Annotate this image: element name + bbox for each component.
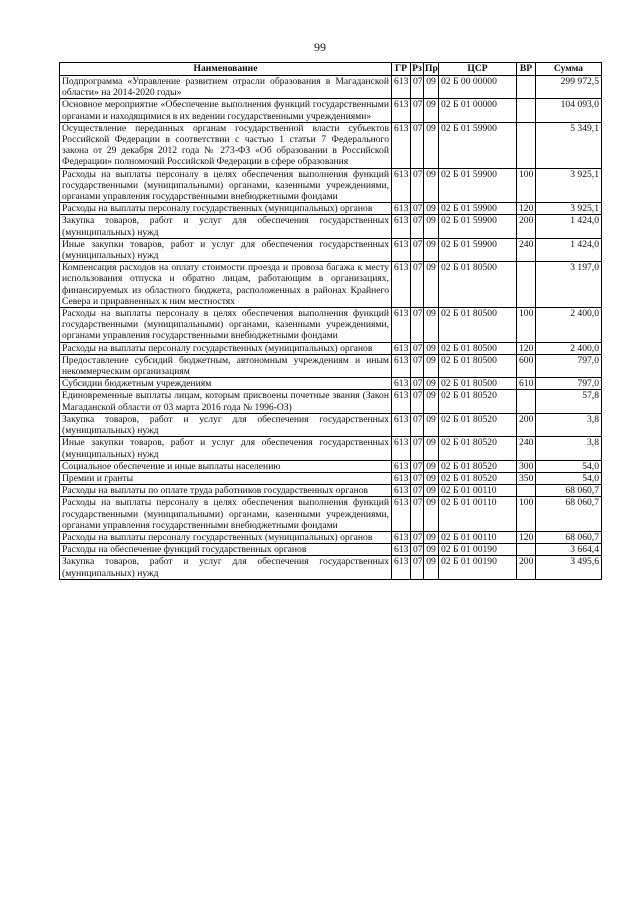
- cell-sum: 3 664,4: [536, 544, 602, 556]
- cell-pr: 09: [424, 390, 439, 413]
- cell-name: Субсидии бюджетным учреждениям: [60, 378, 392, 390]
- cell-rz: 07: [411, 556, 424, 579]
- cell-csr: 02 Б 01 59900: [439, 168, 517, 203]
- cell-vr: [517, 76, 536, 99]
- cell-vr: [517, 390, 536, 413]
- cell-rz: 07: [411, 215, 424, 238]
- cell-csr: 02 Б 01 80500: [439, 308, 517, 343]
- cell-csr: 02 Б 01 80500: [439, 262, 517, 308]
- cell-vr: 100: [517, 168, 536, 203]
- cell-sum: 104 093,0: [536, 99, 602, 122]
- cell-rz: 07: [411, 544, 424, 556]
- cell-csr: 02 Б 01 80500: [439, 354, 517, 377]
- cell-name: Расходы на выплаты по оплате труда работников государственных органов: [60, 485, 392, 497]
- table-row: [60, 378, 602, 390]
- cell-rz: 07: [411, 437, 424, 460]
- cell-pr: 09: [424, 472, 439, 484]
- cell-sum: 797,0: [536, 354, 602, 377]
- cell-sum: 3 197,0: [536, 262, 602, 308]
- cell-vr: [517, 485, 536, 497]
- cell-pr: 09: [424, 262, 439, 308]
- cell-name: Расходы на выплаты персоналу в целях обеспечения выполнения функций государственными (муниципальными) органами, казенными учреждениями, органами управления государственными внебюджетными фондами: [60, 168, 392, 203]
- table-row: [60, 168, 602, 203]
- cell-csr: 02 Б 01 59900: [439, 122, 517, 168]
- header-vr: ВР: [517, 63, 536, 76]
- table-row: [60, 99, 602, 122]
- cell-gr: 613: [392, 308, 411, 343]
- cell-vr: 300: [517, 460, 536, 472]
- cell-gr: 613: [392, 76, 411, 99]
- cell-csr: 02 Б 01 80520: [439, 460, 517, 472]
- cell-csr: 02 Б 01 80520: [439, 472, 517, 484]
- cell-vr: 120: [517, 531, 536, 543]
- cell-sum: 2 400,0: [536, 308, 602, 343]
- cell-csr: 02 Б 01 00000: [439, 99, 517, 122]
- cell-csr: 02 Б 01 00110: [439, 531, 517, 543]
- cell-gr: 613: [392, 485, 411, 497]
- cell-gr: 613: [392, 413, 411, 436]
- cell-vr: 240: [517, 238, 536, 261]
- cell-csr: 02 Б 01 00110: [439, 497, 517, 532]
- cell-name: Компенсация расходов на оплату стоимости проезда и провоза багажа к месту использования отпуска и обратно лицам, работающим в организациях, финансируемых из областного бюджета, расположенных в районах Крайнего Севера и приравненных к ним местностях: [60, 262, 392, 308]
- cell-vr: [517, 122, 536, 168]
- table-row: [60, 342, 602, 354]
- cell-rz: 07: [411, 472, 424, 484]
- cell-pr: 09: [424, 485, 439, 497]
- header-name: Наименование: [60, 63, 392, 76]
- table-row: [60, 544, 602, 556]
- cell-gr: 613: [392, 354, 411, 377]
- cell-vr: 350: [517, 472, 536, 484]
- cell-rz: 07: [411, 485, 424, 497]
- cell-sum: 3 925,1: [536, 203, 602, 215]
- cell-sum: 68 060,7: [536, 485, 602, 497]
- table-row: [60, 556, 602, 579]
- cell-pr: 09: [424, 556, 439, 579]
- cell-name: Расходы на обеспечение функций государственных органов: [60, 544, 392, 556]
- cell-vr: 100: [517, 308, 536, 343]
- header-gr: ГР: [392, 63, 411, 76]
- cell-rz: 07: [411, 122, 424, 168]
- cell-name: Предоставление субсидий бюджетным, автономным учреждениям и иным некоммерческим организациям: [60, 354, 392, 377]
- cell-name: Основное мероприятие «Обеспечение выполнения функций государственными органами и находящимися в их ведении государственными учреждениями»: [60, 99, 392, 122]
- cell-pr: 09: [424, 413, 439, 436]
- cell-gr: 613: [392, 556, 411, 579]
- cell-sum: 299 972,5: [536, 76, 602, 99]
- table-row: [60, 531, 602, 543]
- table-row: [60, 437, 602, 460]
- cell-name: Расходы на выплаты персоналу в целях обеспечения выполнения функций государственными (муниципальными) органами, казенными учреждениями, органами управления государственными внебюджетными фондами: [60, 308, 392, 343]
- cell-sum: 54,0: [536, 460, 602, 472]
- cell-rz: 07: [411, 531, 424, 543]
- cell-name: Закупка товаров, работ и услуг для обеспечения государственных (муниципальных) нужд: [60, 215, 392, 238]
- cell-gr: 613: [392, 238, 411, 261]
- cell-pr: 09: [424, 76, 439, 99]
- cell-gr: 613: [392, 99, 411, 122]
- cell-name: Осуществление переданных органам государственной власти субъектов Российской Федерации в соответствии с частью 1 статьи 7 Федерального закона от 29 декабря 2012 года № 273-ФЗ «Об образовании в Российской Федерации» полномочий Российской Федерации в сфере образования: [60, 122, 392, 168]
- header-rz: Рз: [412, 63, 422, 74]
- header-sum: Сумма: [536, 63, 602, 76]
- cell-sum: 2 400,0: [536, 342, 602, 354]
- cell-name: Премии и гранты: [60, 472, 392, 484]
- cell-csr: 02 Б 01 80520: [439, 413, 517, 436]
- cell-name: Расходы на выплаты персоналу в целях обеспечения выполнения функций государственными (муниципальными) органами, казенными учреждениями, органами управления государственными внебюджетными фондами: [60, 497, 392, 532]
- cell-csr: 02 Б 00 00000: [439, 76, 517, 99]
- cell-csr: 02 Б 01 80500: [439, 378, 517, 390]
- cell-rz: 07: [411, 168, 424, 203]
- cell-rz: 07: [411, 238, 424, 261]
- cell-pr: 09: [424, 531, 439, 543]
- cell-gr: 613: [392, 342, 411, 354]
- table-row: [60, 238, 602, 261]
- cell-pr: 09: [424, 168, 439, 203]
- page-number: 99: [314, 40, 326, 54]
- cell-vr: [517, 544, 536, 556]
- cell-rz: 07: [411, 99, 424, 122]
- cell-name: Расходы на выплаты персоналу государственных (муниципальных) органов: [60, 342, 392, 354]
- cell-csr: 02 Б 01 80520: [439, 390, 517, 413]
- cell-sum: 68 060,7: [536, 497, 602, 532]
- table-row: [60, 354, 602, 377]
- cell-gr: 613: [392, 122, 411, 168]
- cell-gr: 613: [392, 472, 411, 484]
- cell-rz: 07: [411, 203, 424, 215]
- cell-csr: 02 Б 01 80500: [439, 342, 517, 354]
- cell-name: Единовременные выплаты лицам, которым присвоены почетные звания (Закон Магаданской области от 03 марта 2016 года № 1996-ОЗ): [60, 390, 392, 413]
- table-body: [60, 76, 602, 580]
- cell-pr: 09: [424, 354, 439, 377]
- cell-pr: 09: [424, 342, 439, 354]
- cell-rz: 07: [411, 76, 424, 99]
- cell-sum: 54,0: [536, 472, 602, 484]
- cell-sum: 797,0: [536, 378, 602, 390]
- cell-rz: 07: [411, 308, 424, 343]
- cell-sum: 57,8: [536, 390, 602, 413]
- cell-pr: 09: [424, 203, 439, 215]
- cell-sum: 3,8: [536, 437, 602, 460]
- table-row: [60, 390, 602, 413]
- cell-vr: 200: [517, 556, 536, 579]
- cell-csr: 02 Б 01 80520: [439, 437, 517, 460]
- cell-vr: 100: [517, 497, 536, 532]
- cell-vr: 120: [517, 203, 536, 215]
- table-row: [60, 262, 602, 308]
- cell-rz: 07: [411, 413, 424, 436]
- cell-pr: 09: [424, 308, 439, 343]
- cell-vr: [517, 262, 536, 308]
- cell-gr: 613: [392, 497, 411, 532]
- cell-rz: 07: [411, 354, 424, 377]
- cell-gr: 613: [392, 390, 411, 413]
- table-row: [60, 203, 602, 215]
- cell-csr: 02 Б 01 59900: [439, 238, 517, 261]
- cell-name: Иные закупки товаров, работ и услуг для обеспечения государственных (муниципальных) нужд: [60, 437, 392, 460]
- cell-gr: 613: [392, 378, 411, 390]
- table-row: [60, 413, 602, 436]
- cell-sum: 68 060,7: [536, 531, 602, 543]
- cell-gr: 613: [392, 437, 411, 460]
- cell-pr: 09: [424, 460, 439, 472]
- cell-rz: 07: [411, 378, 424, 390]
- cell-csr: 02 Б 01 59900: [439, 215, 517, 238]
- cell-sum: 1 424,0: [536, 238, 602, 261]
- table-row: [60, 76, 602, 99]
- table-row: [60, 497, 602, 532]
- cell-pr: 09: [424, 238, 439, 261]
- cell-name: Социальное обеспечение и иные выплаты населению: [60, 460, 392, 472]
- cell-gr: 613: [392, 215, 411, 238]
- cell-rz: 07: [411, 342, 424, 354]
- cell-csr: 02 Б 01 00110: [439, 485, 517, 497]
- cell-vr: 200: [517, 413, 536, 436]
- cell-gr: 613: [392, 168, 411, 203]
- cell-pr: 09: [424, 378, 439, 390]
- cell-vr: 240: [517, 437, 536, 460]
- cell-gr: 613: [392, 544, 411, 556]
- cell-gr: 613: [392, 531, 411, 543]
- cell-pr: 09: [424, 497, 439, 532]
- table-row: [60, 308, 602, 343]
- cell-vr: 200: [517, 215, 536, 238]
- header-pr: Пр: [425, 63, 438, 74]
- header-csr: ЦСР: [439, 63, 517, 76]
- cell-gr: 613: [392, 262, 411, 308]
- cell-rz: 07: [411, 262, 424, 308]
- cell-pr: 09: [424, 437, 439, 460]
- cell-rz: 07: [411, 390, 424, 413]
- table-row: [60, 215, 602, 238]
- cell-vr: [517, 99, 536, 122]
- cell-pr: 09: [424, 122, 439, 168]
- cell-rz: 07: [411, 497, 424, 532]
- cell-csr: 02 Б 01 59900: [439, 203, 517, 215]
- cell-sum: 1 424,0: [536, 215, 602, 238]
- cell-csr: 02 Б 01 00190: [439, 544, 517, 556]
- cell-name: Закупка товаров, работ и услуг для обеспечения государственных (муниципальных) нужд: [60, 556, 392, 579]
- table-row: [60, 485, 602, 497]
- cell-name: Расходы на выплаты персоналу государственных (муниципальных) органов: [60, 203, 392, 215]
- cell-sum: 3,8: [536, 413, 602, 436]
- cell-vr: 600: [517, 354, 536, 377]
- cell-csr: 02 Б 01 00190: [439, 556, 517, 579]
- table-header-row: [60, 63, 602, 76]
- cell-name: Закупка товаров, работ и услуг для обеспечения государственных (муниципальных) нужд: [60, 413, 392, 436]
- budget-table: [59, 62, 602, 580]
- cell-gr: 613: [392, 203, 411, 215]
- cell-pr: 09: [424, 215, 439, 238]
- cell-name: Расходы на выплаты персоналу государственных (муниципальных) органов: [60, 531, 392, 543]
- table-row: [60, 472, 602, 484]
- cell-rz: 07: [411, 460, 424, 472]
- cell-name: Подпрограмма «Управление развитием отрасли образования в Магаданской области» на 2014-2020 годы»: [60, 76, 392, 99]
- table-row: [60, 460, 602, 472]
- cell-sum: 5 349,1: [536, 122, 602, 168]
- cell-pr: 09: [424, 544, 439, 556]
- cell-vr: 120: [517, 342, 536, 354]
- table-row: [60, 122, 602, 168]
- cell-vr: 610: [517, 378, 536, 390]
- cell-sum: 3 925,1: [536, 168, 602, 203]
- cell-name: Иные закупки товаров, работ и услуг для обеспечения государственных (муниципальных) нужд: [60, 238, 392, 261]
- cell-sum: 3 495,6: [536, 556, 602, 579]
- cell-pr: 09: [424, 99, 439, 122]
- cell-gr: 613: [392, 460, 411, 472]
